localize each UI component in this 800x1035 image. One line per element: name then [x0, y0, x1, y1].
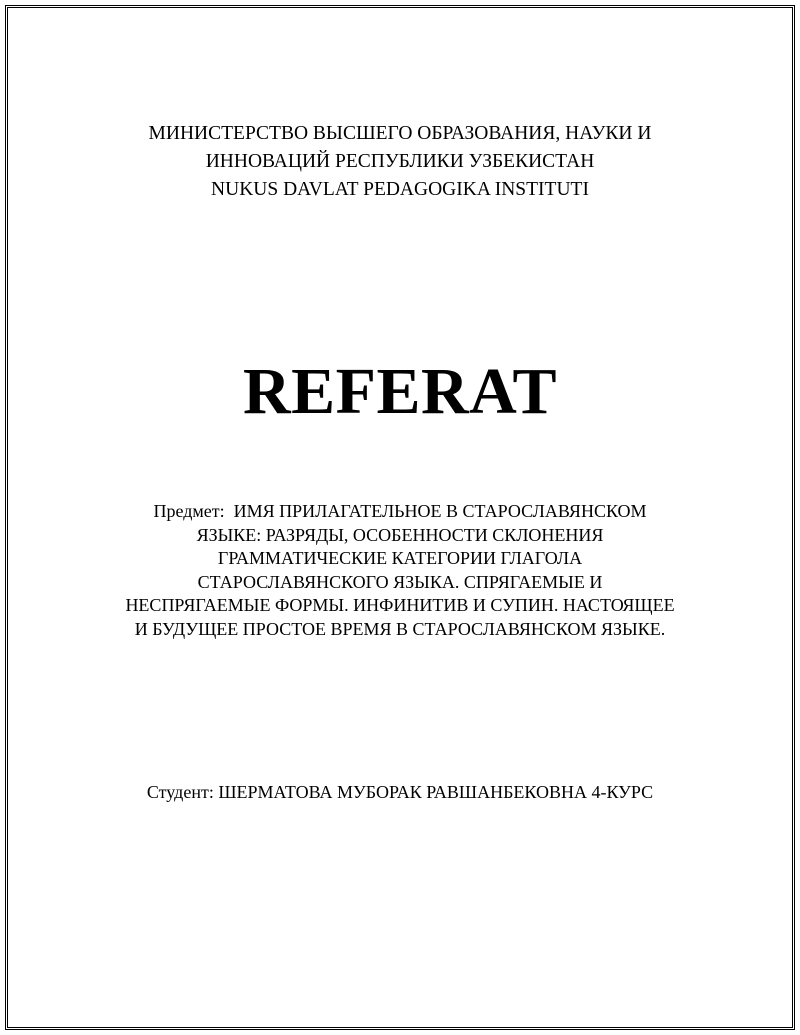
- subject-line-4: СТАРОСЛАВЯНСКОГО ЯЗЫКА. СПРЯГАЕМЫЕ И: [197, 571, 603, 592]
- header-line-ministry-2: ИННОВАЦИЙ РЕСПУБЛИКИ УЗБЕКИСТАН: [205, 151, 595, 172]
- institution-header: [0, 120, 800, 204]
- document-title: REFERAT: [243, 355, 557, 428]
- subject-line-6: И БУДУЩЕЕ ПРОСТОЕ ВРЕМЯ В СТАРОСЛАВЯНСКОМ ЯЗЫКЕ.: [134, 618, 666, 639]
- subject-block: [0, 500, 800, 641]
- subject-line-1: Предмет: ИМЯ ПРИЛАГАТЕЛЬНОЕ В СТАРОСЛАВЯНСКОМ: [153, 501, 647, 521]
- subject-line-3: ГРАММАТИЧЕСКИЕ КАТЕГОРИИ ГЛАГОЛА: [217, 548, 583, 568]
- header-line-ministry-1: МИНИСТЕРСТВО ВЫСШЕГО ОБРАЗОВАНИЯ, НАУКИ И: [148, 123, 652, 144]
- header-line-institute: NUKUS DAVLAT PEDAGOGIKA INSTITUTI: [211, 179, 589, 200]
- subject-line-5: НЕСПРЯГАЕМЫЕ ФОРМЫ. ИНФИНИТИВ И СУПИН. НАСТОЯЩЕЕ: [125, 595, 675, 615]
- student-line: Студент: ШЕРМАТОВА МУБОРАК РАВШАНБЕКОВНА 4-КУРС: [146, 782, 654, 802]
- subject-line-2: ЯЗЫКЕ: РАЗРЯДЫ, ОСОБЕННОСТИ СКЛОНЕНИЯ: [196, 524, 604, 545]
